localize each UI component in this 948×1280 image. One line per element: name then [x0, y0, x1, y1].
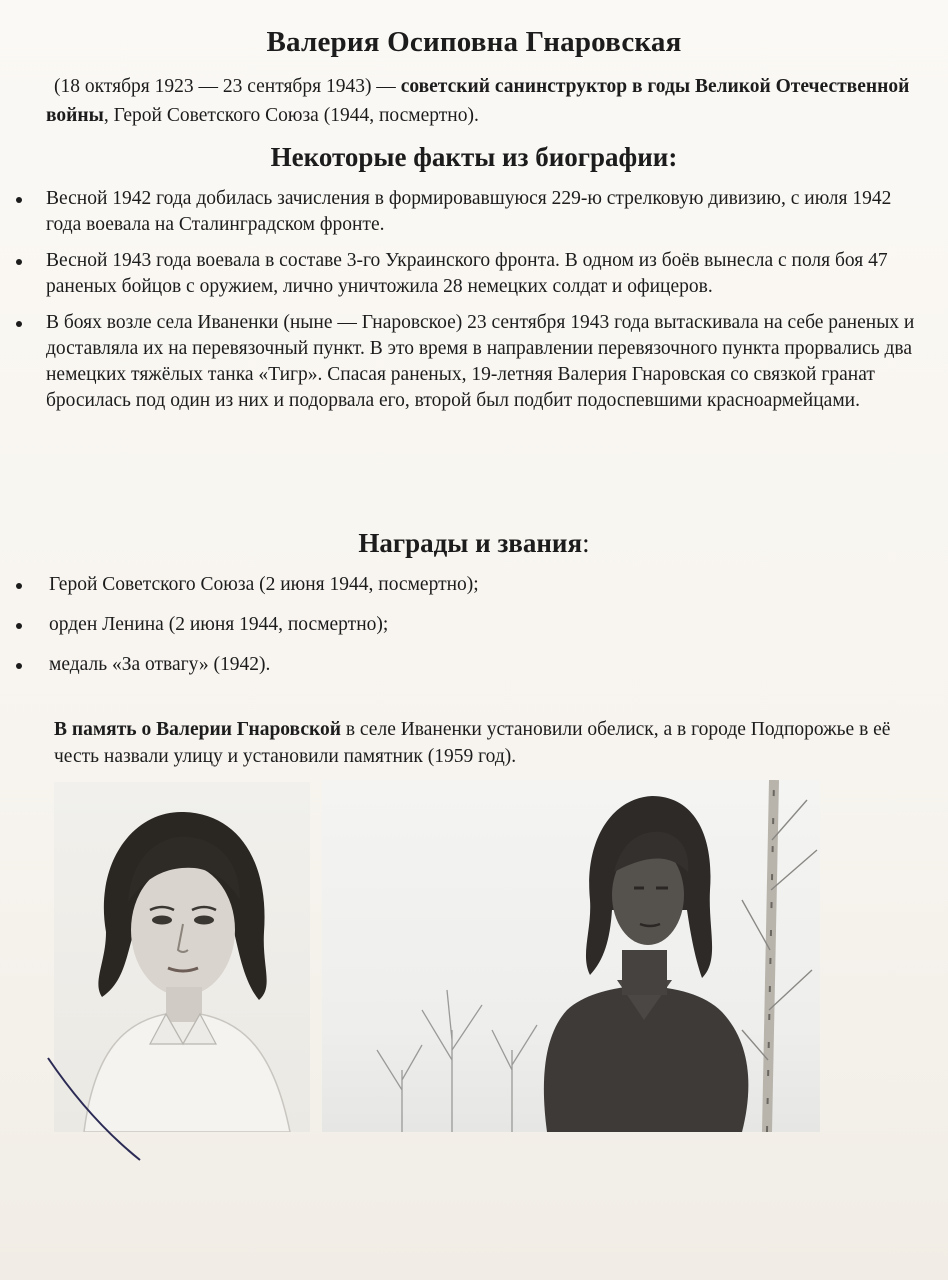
- memory-rest: в селе Иваненки установили обелиск, а в городе Подпорожье в её честь назвали улицу и установили памятник (1959 год).: [54, 719, 891, 767]
- awards-heading-colon: :: [582, 528, 590, 558]
- bullet-icon: [16, 663, 22, 669]
- bullet-icon: [16, 321, 22, 327]
- pen-mark: [40, 1050, 160, 1170]
- awards-list: [0, 572, 929, 692]
- list-item: [0, 612, 929, 638]
- list-item: [0, 186, 926, 238]
- awards-heading-text: Награды и звания: [358, 528, 583, 558]
- memory-paragraph: [54, 716, 914, 770]
- award-text: Герой Советского Союза (2 июня 1944, посмертно);: [49, 574, 479, 595]
- list-item: [0, 248, 926, 300]
- intro-role-rest: , Герой Советского Союза (1944, посмертно).: [103, 105, 479, 126]
- awards-heading: [0, 528, 948, 559]
- bullet-icon: [16, 197, 22, 203]
- list-item: [0, 310, 926, 414]
- monument-illustration: [322, 780, 820, 1132]
- page-title: Валерия Осиповна Гнаровская: [266, 26, 682, 58]
- award-text: медаль «За отвагу» (1942).: [49, 654, 271, 675]
- award-text: орден Ленина (2 июня 1944, посмертно);: [49, 614, 389, 635]
- list-item: [0, 572, 929, 598]
- facts-list: [0, 186, 926, 424]
- bullet-icon: [16, 623, 22, 629]
- bullet-icon: [16, 259, 22, 265]
- intro-dates: (18 октября 1923 — 23 сентября 1943) —: [54, 76, 401, 97]
- bullet-icon: [16, 583, 22, 589]
- facts-heading: Некоторые факты из биографии:: [270, 142, 678, 172]
- intro-paragraph: [46, 72, 926, 130]
- intro-role-bold: советский санинструктор в годы Великой Отечественной войны: [46, 76, 910, 126]
- fact-text: Весной 1943 года воевала в составе 3-го Украинского фронта. В одном из боёв вынесла с поля боя 47 раненых бойцов с оружием, лично уничтожила 28 немецких солдат и офицеров.: [46, 250, 888, 297]
- list-item: [0, 652, 929, 678]
- fact-text: Весной 1942 года добилась зачисления в формировавшуюся 229-ю стрелковую дивизию, с июля 1942 года воевала на Сталинградском фронте.: [46, 188, 892, 235]
- fact-text: В боях возле села Иваненки (ныне — Гнаровское) 23 сентября 1943 года вытаскивала на себе раненых и доставляла их на перевязочный пункт. В это время в направлении перевязочного пункта прорвались два немецких тяжёлых танка «Тигр». Спасая раненых, 19-летняя Валерия Гнаровская со связкой гранат бросилась под один из них и подорвала его, второй был подбит подоспевшими красноармейцами.: [46, 312, 915, 411]
- memory-bold: В память о Валерии Гнаровской: [54, 719, 341, 740]
- monument-photo: [322, 780, 820, 1132]
